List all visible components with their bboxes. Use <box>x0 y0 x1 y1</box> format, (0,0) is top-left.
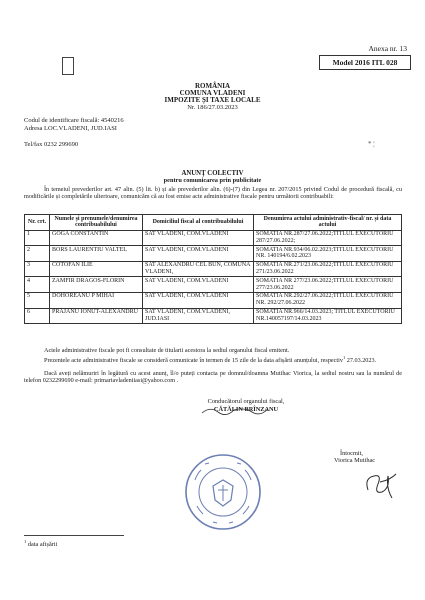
taxpayer-address: SAT VLADENI, COM.VLADENI, JUD.IASI <box>143 308 254 324</box>
taxpayer-address: SAT VLADENI, COM.VLADENI <box>143 277 254 293</box>
taxpayer-name: DOHOREANU P MIHAI <box>50 292 143 308</box>
display-date: 27.03.2023. <box>346 357 377 365</box>
row-number: 2 <box>25 246 50 262</box>
col-name-header: Numele și prenumele/denumirea contribuabilului <box>50 215 143 231</box>
acts-table <box>24 214 402 324</box>
taxpayer-name: ZAMFIR DRAGOS-FLORIN <box>50 277 143 293</box>
taxpayer-name: BORS LAURENTIU VALTEL <box>50 246 143 262</box>
consult-paragraph: Actele administrative fiscale pot fi consultate de titularii acestora la sediul organului fiscal emitent. <box>44 347 290 354</box>
corner-mark: * ¦ <box>368 140 375 148</box>
document-reference: Nr. 186/27.03.2023 <box>187 104 238 111</box>
department-heading: IMPOZITE ȘI TAXE LOCALE <box>164 96 261 104</box>
row-number: 1 <box>25 230 50 246</box>
institution-address: Adresa LOC.VLADENI, JUD.IASI <box>24 125 117 132</box>
institution-phone: Tel/fax 0232 299690 <box>24 141 79 148</box>
intro-paragraph: În temeiul prevederilor art. 47 alin. (5) lit. b) și ale prevederilor alin. (6)-(7) din Legea nr. 207/2015 privind Codul de procedură fiscală, cu modificările și completările ulterioare, comunicăm că au fost emise acte administrative fiscale pentru următorii contribuabili: <box>24 186 402 201</box>
act-details: SOMATIA NR.292/27.06.2022;TITLUL EXECUTORIU NR. 292/27.06.2022 <box>254 292 402 308</box>
notice-subtitle: pentru comunicarea prin publicitate <box>163 177 262 184</box>
footnote <box>24 539 57 548</box>
communication-text: Prezentele acte administrative fiscale se consideră comunicate în termen de 15 zile de la data afișării anunțului, respectiv <box>44 357 343 365</box>
footnote-text: data afișării <box>27 541 58 549</box>
table-row <box>25 246 402 262</box>
table-row <box>25 261 402 277</box>
signatory-role: Conducătorul organului fiscal, <box>207 398 285 405</box>
col-act-header: Denumirea actului administrativ-fiscal/ nr. și data actului <box>254 215 402 231</box>
preparer-signature-icon <box>360 468 400 502</box>
act-details: SOMATIA NR 277/23.06.2022;TITLUL EXECUTORIU 277/23.06.2022 <box>254 277 402 293</box>
commune-heading: COMUNA VLADENI <box>179 89 246 97</box>
model-code: Model 2016 ITL 028 <box>319 55 411 70</box>
act-details: SOMATIA NR.287/27.06.2022;TITLUL EXECUTORIU 287/27.06.2022; <box>254 230 402 246</box>
col-address-header: Domiciliul fiscal al contribuabilului <box>143 215 254 231</box>
table-row <box>25 308 402 324</box>
taxpayer-name: PRAJANU IONUT-ALEXANDRU <box>50 308 143 324</box>
table-row <box>25 277 402 293</box>
row-number: 3 <box>25 261 50 277</box>
signatory-name: CĂTĂLIN BRÎNZANU <box>213 406 279 413</box>
taxpayer-name: COTOFAN ILIE <box>50 261 143 277</box>
footnote-ref: 1 <box>342 355 346 360</box>
notice-title: ANUNŢ COLECTIV <box>181 170 244 177</box>
blank-box <box>62 57 74 75</box>
table-row <box>25 292 402 308</box>
footnote-marker: 1 <box>24 539 27 544</box>
taxpayer-address: SAT VLADENI, COM.VLADENI <box>143 230 254 246</box>
preparer-name: Viorica Mutihac <box>334 457 376 464</box>
leader-signature-icon <box>200 404 270 416</box>
table-row <box>25 230 402 246</box>
row-number: 4 <box>25 277 50 293</box>
country-heading: ROMÂNIA <box>195 82 230 90</box>
footnote-divider <box>24 535 124 536</box>
act-details: SOMATIA NR.934/06.02.2023;TITLUL EXECUTORIU NR. 140194/6.02.2023 <box>254 246 402 262</box>
col-nr-header: Nr. crt. <box>25 215 50 231</box>
table-header-row <box>25 215 402 231</box>
row-number: 5 <box>25 292 50 308</box>
preparer-role: Întocmit, <box>340 450 363 457</box>
annex-number: Anexa nr. 13 <box>368 44 407 53</box>
fiscal-code: Codul de identificare fiscală: 4540216 <box>24 117 124 124</box>
contact-paragraph: Dacă aveți nelămuriri în legătură cu acest anunț, îl/o puteți contacta pe domnul/doamna Mutihac Viorica, la sediul nostru sau la numărul de telefon 0232299690 e-mail: primariavladeniiasi@yahoo.com . <box>24 370 402 385</box>
taxpayer-name: GOGA CONSTANTIN <box>50 230 143 246</box>
act-details: SOMATIA NR.271/23.06.2022;TITLUL EXECUTORIU 271/23.06.2022 <box>254 261 402 277</box>
row-number: 6 <box>25 308 50 324</box>
taxpayer-address: SAT VLADENI, COM.VLADENI <box>143 246 254 262</box>
communication-paragraph <box>24 354 402 364</box>
official-seal-icon <box>183 452 263 532</box>
taxpayer-address: SAT VLADENI, COM.VLADENI <box>143 292 254 308</box>
act-details: SOMATIA NR.966/14.03.2023; TITLUL EXECUTORIU NR.140057197/14.03.2023 <box>254 308 402 324</box>
taxpayer-address: SAT ALEXANDRU CEL BUN, COMUNA VLADENI, <box>143 261 254 277</box>
